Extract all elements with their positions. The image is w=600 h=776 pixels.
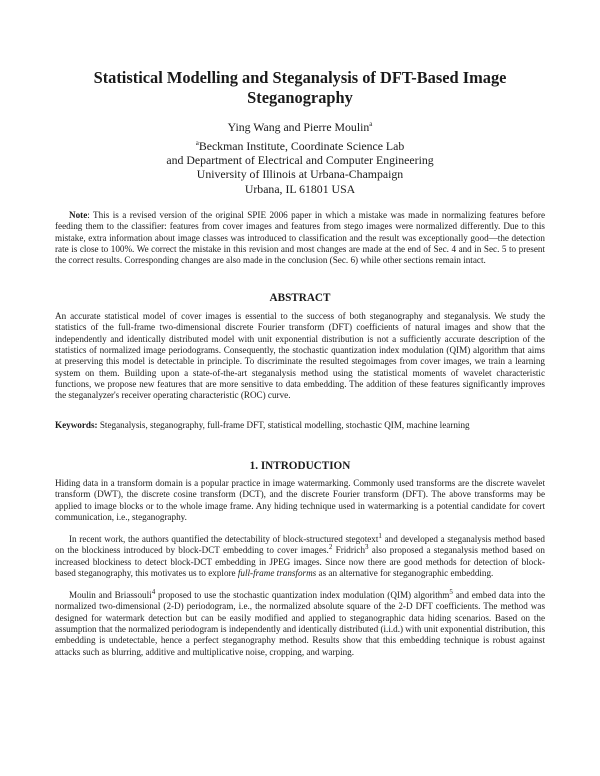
affiliation-line-4: Urbana, IL 61801 USA bbox=[244, 181, 356, 196]
keywords-text: Steganalysis, steganography, full-frame DFT, statistical modelling, stochastic QIM, machine learning bbox=[97, 420, 470, 430]
revision-note bbox=[55, 210, 545, 267]
citation-ref: 3 bbox=[365, 543, 369, 552]
intro-paragraph-1: Hiding data in a transform domain is a popular practice in image watermarking. Commonly used transforms are the discrete wavelet transform (DWT), the discrete cosine transform (DCT), and the discrete Fourier transform (DFT). The above transforms may be applied to image blocks or to the whole image frame. Any hiding technique used in watermarking is a potential candidate for covert communication, i.e., steganography. bbox=[55, 478, 545, 523]
affiliation-line-3: University of Illinois at Urbana-Champaign bbox=[196, 167, 404, 182]
abstract-heading: ABSTRACT bbox=[269, 292, 331, 304]
author-line bbox=[55, 120, 545, 134]
citation-ref: 2 bbox=[328, 543, 333, 552]
note-label: Note bbox=[69, 210, 88, 220]
intro-paragraph-2: In recent work, the authors quantified the detectability of block-structured stegotext$^1$ and developed a steganalysis method based on the blockiness introduced by block-DCT embedding to cover images.$^2$ Fridrich$^3$ also proposed a steganalysis method based on increased blockiness to detect block-DCT embedding in JPEG images. Since now there are good methods for detection of block-based steganography, this motivates us to explore full-frame transforms as an alternative for steganographic embedding. bbox=[55, 531, 545, 579]
author-names: Ying Wang and Pierre Moulin bbox=[227, 120, 370, 134]
note-text: : This is a revised version of the original SPIE 2006 paper in which a mistake was made in normalizing features before feeding them to the classifier: features from cover images and features from stego images were normalized differently. Due to this mistake, extra information about image classes was introduced to classification and the result was exceptionally good—the detection rate is close to 100%. We correct the mistake in this revision and most changes are made at the end of Sec. 4 and in Sec. 5 to present the correct results. Corresponding changes are also made in the conclusion (Sec. 6) while other sections remain intact. bbox=[55, 210, 545, 266]
emphasis-text: full-frame transforms bbox=[237, 568, 317, 579]
abstract-text: An accurate statistical model of cover images is essential to the success of both steganography and steganalysis. We study the statistics of the full-frame two-dimensional discrete Fourier transform (DFT) coefficients of natural images and show that the independently and identically distributed model with unit exponential distribution is not a sufficiently accurate description of the statistics of normalized image periodograms. Consequently, the stochastic quantization index modulation (QIM) algorithm that aims at preserving this model is detectable in principle. To discriminate the resulted stegoimages from cover images, we train a learning system on them. Building upon a state-of-the-art steganalysis method using the statistical moments of wavelet characteristic functions, we propose new features that are more sensitive to data embedding. The addition of these features significantly improves the steganalyzer's receiver operating characteristic (ROC) curve. bbox=[55, 311, 545, 401]
citation-ref: 1 bbox=[378, 531, 382, 540]
affiliation-line-2: and Department of Electrical and Computer Engineering bbox=[166, 153, 434, 168]
introduction-heading: 1. INTRODUCTION bbox=[249, 460, 351, 472]
author-affiliation-mark: a bbox=[369, 120, 373, 129]
affiliation-line-1: $^a$Beckman Institute, Coordinate Science Lab bbox=[195, 139, 405, 153]
intro-paragraph-3: Moulin and Briassouli$^4$ proposed to use the stochastic quantization index modulation (QIM) algorithm$^5$ and embed data into the normalized two-dimensional (2-D) periodogram, i.e., the normalized absolute square of the 2-D DFT coefficients. The method was designed for watermark detection but can be easily modified and applied to steganographic data hiding scenarios. Based on the assumption that the normalized periodogram is independently and identically distributed (i.i.d.) with unit exponential distribution, this embedding is undetectable, hence a perfect steganography method. Results show that this embedding technique is robust against attacks such as blurring, additive and multiplicative noise, cropping, and warping. bbox=[55, 587, 545, 657]
keywords-label: Keywords: bbox=[55, 420, 98, 430]
keywords bbox=[55, 420, 545, 431]
paper-title: Statistical Modelling and Steganalysis of DFT-Based Image Steganography bbox=[93, 68, 507, 107]
citation-ref: 5 bbox=[449, 587, 453, 596]
citation-ref: 4 bbox=[151, 587, 156, 596]
affiliation-block bbox=[55, 139, 545, 196]
affiliation-mark: a bbox=[195, 139, 199, 148]
